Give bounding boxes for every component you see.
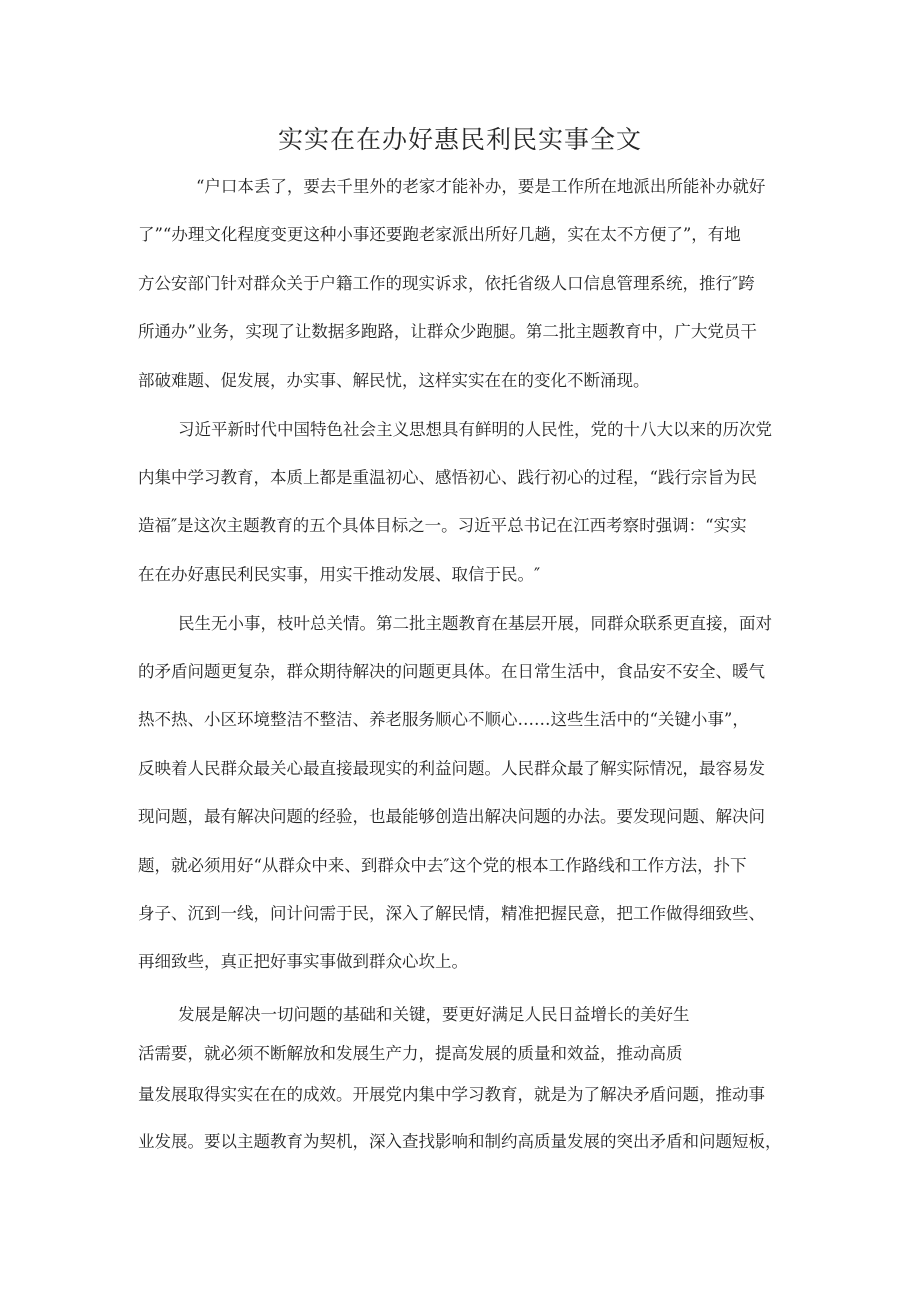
body-line: 身子、沉到一线，问计问需于民，深入了解民情，精准把握民意，把工作做得细致些、 — [138, 904, 765, 923]
body-line: 在在办好惠民利民实事，用实干推动发展、取信于民。″ — [138, 565, 541, 584]
body-line: 部破难题、促发展，办实事、解民忧，这样实实在在的变化不断涌现。 — [138, 371, 650, 390]
body-line: 现问题，最有解决问题的经验，也最能够创造出解决问题的办法。要发现问题、解决问 — [138, 807, 765, 826]
body-line: 了”“办理文化程度变更这种小事还要跑老家派出所好几趟，实在太不方便了”，有地 — [138, 225, 741, 244]
body-line: 业发展。要以主题教育为契机，深入查找影响和制约高质量发展的突出矛盾和问题短板， — [138, 1132, 782, 1151]
body-line: 内集中学习教育，本质上都是重温初心、感悟初心、践行初心的过程，“践行宗旨为民 — [138, 468, 757, 487]
body-line: 热不热、小区环境整洁不整洁、养老服务顺心不顺心……这些生活中的“关键小事”， — [138, 710, 749, 729]
body-line: 反映着人民群众最关心最直接最现实的利益问题。人民群众最了解实际情况，最容易发 — [138, 759, 765, 778]
body-line: 发展是解决一切问题的基础和关键，要更好满足人民日益增长的美好生 — [178, 1005, 690, 1024]
document-title: 实实在在办好惠民利民实事全文 — [277, 125, 642, 154]
body-line: 再细致些，真正把好事实事做到群众心坎上。 — [138, 952, 468, 971]
body-line: “户口本丢了，要去千里外的老家才能补办，要是工作所在地派出所能补办就好 — [196, 177, 766, 196]
body-line: 题，就必须用好“从群众中来、到群众中去″这个党的根本工作路线和工作方法，扑下 — [138, 856, 747, 875]
body-line: 习近平新时代中国特色社会主义思想具有鲜明的人民性，党的十八大以来的历次党 — [178, 420, 772, 439]
body-line: 量发展取得实实在在的成效。开展党内集中学习教育，就是为了解决矛盾问题，推动事 — [138, 1085, 765, 1104]
body-line: 民生无小事，枝叶总关情。第二批主题教育在基层开展，同群众联系更直接，面对 — [178, 614, 772, 633]
body-line: 方公安部门针对群众关于户籍工作的现实诉求，依托省级人口信息管理系统，推行″跨 — [138, 274, 755, 293]
body-line: 活需要，就必须不断解放和发展生产力，提高发展的质量和效益，推动高质 — [138, 1044, 683, 1063]
body-line: 造福″是这次主题教育的五个具体目标之一。习近平总书记在江西考察时强调：“实实 — [138, 516, 747, 535]
body-line: 所通办”业务，实现了让数据多跑路，让群众少跑腿。第二批主题教育中，广大党员干 — [138, 322, 757, 341]
body-line: 的矛盾问题更复杂，群众期待解决的问题更具体。在日常生活中，食品安不安全、暖气 — [138, 662, 765, 681]
